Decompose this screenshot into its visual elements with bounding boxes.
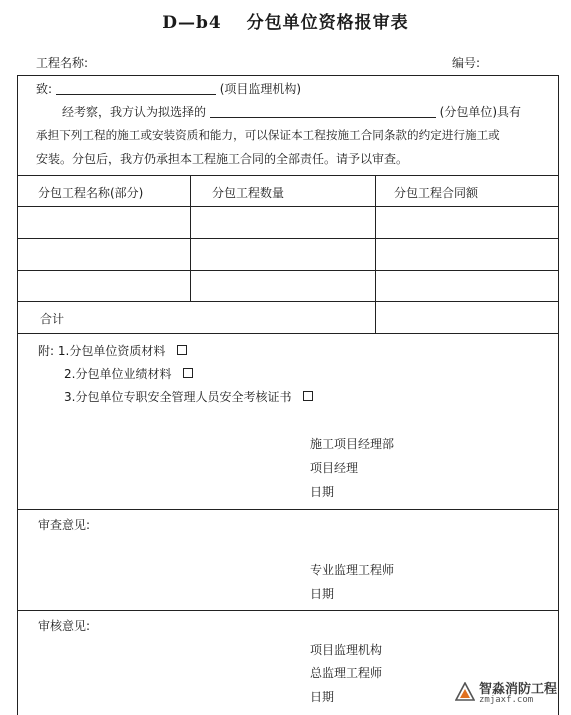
table-header-name: 分包工程名称(部分) [38, 186, 144, 200]
watermark-name: 智淼消防工程 [479, 682, 558, 697]
approval-role: 总监理工程师 [310, 666, 383, 680]
flame-logo-icon [455, 682, 475, 702]
review-role: 专业监理工程师 [310, 563, 395, 577]
review-label: 审查意见: [38, 518, 91, 532]
divider-approval [17, 610, 559, 611]
form-number-label: 编号: [452, 56, 481, 70]
form-title: D—b4 分包单位资格报审表 [162, 13, 409, 33]
intro-line1-prefix: 经考察，我方认为拟选择的 [62, 105, 207, 119]
watermark-logo [455, 676, 567, 712]
table-cell-amount[interactable] [376, 271, 558, 300]
table-cell-quantity[interactable] [191, 271, 374, 300]
intro-line-3: 安装。分包后，我方仍承担本工程施工合同的全部责任。请予以审查。 [36, 152, 409, 166]
table-header-quantity: 分包工程数量 [212, 186, 285, 200]
table-cell-name[interactable] [18, 207, 189, 237]
attachment-label: 3.分包单位专职安全管理人员安全考核证书 [64, 390, 292, 404]
attachment-label: 1.分包单位资质材料 [57, 344, 166, 358]
review-date: 日期 [310, 587, 335, 601]
table-cell-name[interactable] [18, 271, 189, 300]
table-cell-amount[interactable] [376, 207, 558, 237]
table-header-amount: 分包工程合同额 [394, 186, 479, 200]
intro-line-1 [62, 103, 521, 120]
to-label: 致: [36, 82, 53, 96]
contractor-org: 施工项目经理部 [310, 437, 395, 451]
table-total-divider [17, 333, 559, 334]
attachment-label: 2.分包单位业绩材料 [64, 367, 172, 381]
attachment-item-3 [64, 388, 313, 405]
attachment-checkbox[interactable] [177, 345, 187, 355]
subcontractor-blank[interactable] [210, 105, 436, 118]
divider-intro [17, 175, 559, 176]
intro-line1-suffix: (分包单位)具有 [439, 105, 522, 119]
approval-org: 项目监理机构 [310, 643, 383, 657]
table-cell-amount[interactable] [376, 239, 558, 269]
watermark-url: zmjaxf.com [479, 695, 534, 705]
approval-label: 审核意见: [38, 619, 91, 633]
attachments-label: 附: [38, 344, 55, 358]
table-row-divider [17, 301, 559, 302]
divider-review [17, 509, 559, 510]
approval-date: 日期 [310, 690, 335, 704]
attachment-checkbox[interactable] [303, 391, 313, 401]
intro-to-line [36, 80, 301, 97]
contractor-date: 日期 [310, 485, 335, 499]
project-name-label: 工程名称: [36, 56, 89, 70]
contractor-role: 项目经理 [310, 461, 359, 475]
table-total-label: 合计 [40, 312, 65, 326]
table-cell-quantity[interactable] [191, 239, 374, 269]
attachment-item-1 [38, 342, 187, 359]
attachment-item-2 [64, 365, 193, 382]
table-cell-name[interactable] [18, 239, 189, 269]
to-suffix: (项目监理机构) [219, 82, 302, 96]
table-cell-quantity[interactable] [191, 207, 374, 237]
supervision-org-blank[interactable] [56, 82, 216, 95]
attachment-checkbox[interactable] [183, 368, 193, 378]
intro-line-2: 承担下列工程的施工或安装资质和能力，可以保证本工程按施工合同条款的约定进行施工或 [36, 128, 500, 142]
